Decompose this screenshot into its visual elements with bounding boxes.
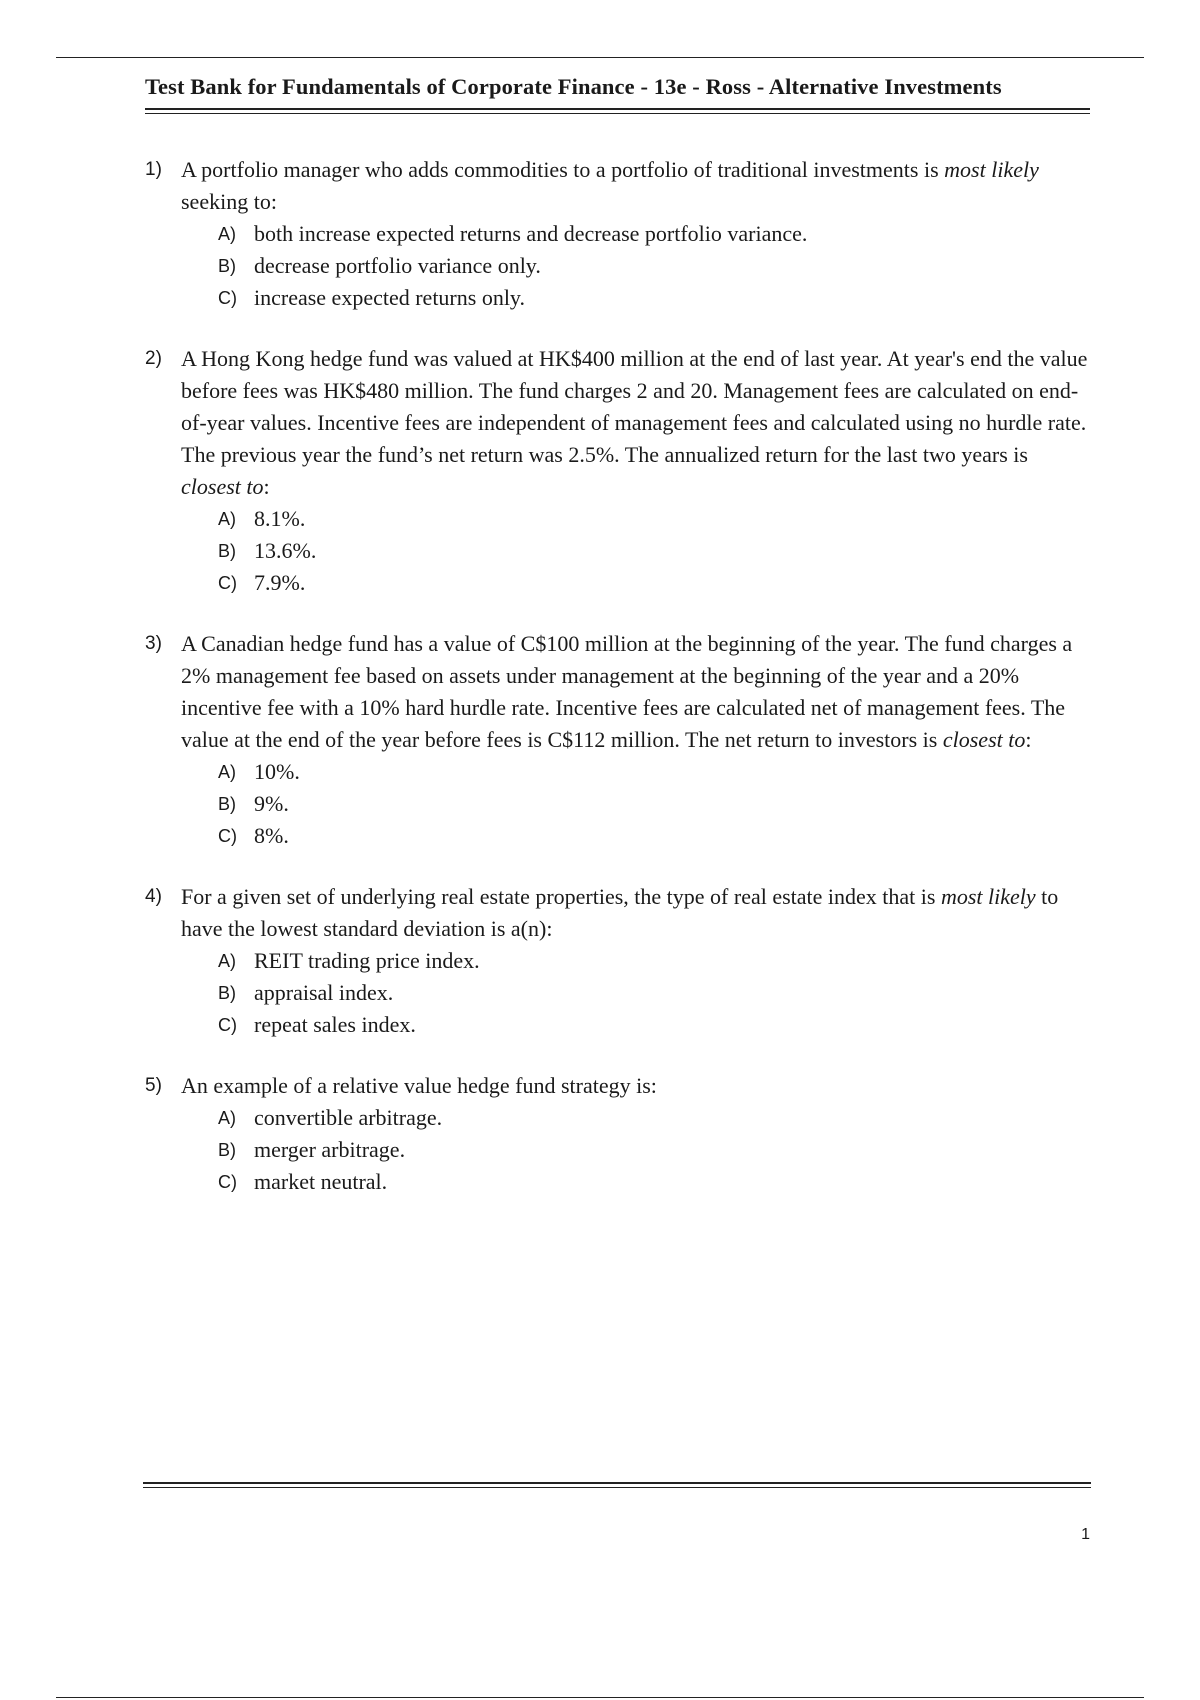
stem-text: A portfolio manager who adds commodities to a portfolio of traditional investments is — [181, 157, 945, 182]
stem-text: to have the lowest standard deviation is a(n): — [181, 884, 1059, 941]
option-text: convertible arbitrage. — [254, 1105, 443, 1130]
page-bottom-rule — [56, 1697, 1144, 1698]
option-text: 10%. — [254, 759, 300, 784]
page-top-rule — [56, 57, 1144, 58]
stem-text: : — [1025, 727, 1032, 752]
question-number: 5) — [145, 1075, 162, 1096]
question-list — [145, 154, 1090, 1227]
option-text: market neutral. — [254, 1169, 388, 1194]
option-letter: A) — [218, 224, 236, 244]
option-letter: B) — [218, 794, 236, 814]
question-2 — [145, 343, 1090, 599]
answer-option — [218, 250, 1090, 282]
option-text: REIT trading price index. — [254, 948, 480, 973]
option-text: 8%. — [254, 823, 289, 848]
question-stem — [181, 343, 1090, 503]
option-text: merger arbitrage. — [254, 1137, 406, 1162]
option-letter: B) — [218, 1140, 236, 1160]
stem-text: seeking to: — [181, 189, 277, 214]
answer-option — [218, 977, 1090, 1009]
question-stem-row — [145, 881, 1090, 945]
stem-emphasis: closest to — [181, 474, 264, 499]
stem-emphasis: most likely — [944, 157, 1039, 182]
option-letter: C) — [218, 826, 237, 846]
answer-option — [218, 820, 1090, 852]
answer-option — [218, 1134, 1090, 1166]
answer-options — [145, 503, 1090, 599]
stem-text: An example of a relative value hedge fund strategy is: — [181, 1073, 657, 1098]
answer-option — [218, 535, 1090, 567]
question-stem — [181, 1070, 1090, 1102]
answer-options — [145, 1102, 1090, 1198]
answer-option — [218, 1102, 1090, 1134]
option-text: 9%. — [254, 791, 289, 816]
answer-option — [218, 567, 1090, 599]
answer-option — [218, 945, 1090, 977]
answer-option — [218, 282, 1090, 314]
question-stem-row — [145, 343, 1090, 503]
option-letter: B) — [218, 983, 236, 1003]
option-letter: C) — [218, 573, 237, 593]
footer-double-rule — [143, 1482, 1091, 1488]
option-text: 13.6%. — [254, 538, 317, 563]
answer-option — [218, 788, 1090, 820]
question-number: 3) — [145, 633, 162, 654]
stem-emphasis: most likely — [940, 884, 1036, 909]
question-stem — [181, 154, 1090, 218]
question-stem — [181, 628, 1090, 756]
option-text: 8.1%. — [254, 506, 306, 531]
page-number: 1 — [1081, 1526, 1090, 1543]
header-double-rule — [145, 108, 1090, 114]
answer-option — [218, 503, 1090, 535]
question-number: 2) — [145, 348, 162, 369]
stem-text: : — [263, 474, 270, 499]
question-4 — [145, 881, 1090, 1041]
stem-text: For a given set of underlying real estate properties, the type of real estate index that is — [181, 884, 941, 909]
option-letter: C) — [218, 288, 237, 308]
question-stem-row — [145, 1070, 1090, 1102]
option-text: appraisal index. — [254, 980, 394, 1005]
answer-option — [218, 1166, 1090, 1198]
option-text: both increase expected returns and decrease portfolio variance. — [254, 221, 808, 246]
answer-options — [145, 218, 1090, 314]
stem-emphasis: closest to — [942, 727, 1026, 752]
answer-options — [145, 945, 1090, 1041]
question-3 — [145, 628, 1090, 852]
question-1 — [145, 154, 1090, 314]
option-letter: A) — [218, 509, 236, 529]
option-letter: C) — [218, 1015, 237, 1035]
option-letter: A) — [218, 1108, 236, 1128]
stem-text: A Canadian hedge fund has a value of C$100 million at the beginning of the year. The fund charges a 2% management fee based on assets under management at the beginning of the year and a 20% incentive fee with a 10% hard hurdle rate. Incentive fees are calculated net of management fees. The value at the end of the year before fees is C$112 million. The net return to investors is — [181, 631, 1073, 752]
option-letter: A) — [218, 951, 236, 971]
option-letter: B) — [218, 256, 236, 276]
answer-options — [145, 756, 1090, 852]
answer-option — [218, 218, 1090, 250]
option-text: decrease portfolio variance only. — [254, 253, 541, 278]
question-5 — [145, 1070, 1090, 1198]
option-text: increase expected returns only. — [254, 285, 526, 310]
answer-option — [218, 756, 1090, 788]
question-number: 4) — [145, 886, 162, 907]
document-title: Test Bank for Fundamentals of Corporate Finance - 13e - Ross - Alternative Investments — [145, 74, 1002, 99]
question-stem-row — [145, 628, 1090, 756]
answer-option — [218, 1009, 1090, 1041]
option-letter: A) — [218, 762, 236, 782]
question-stem-row — [145, 154, 1090, 218]
option-letter: B) — [218, 541, 236, 561]
option-text: repeat sales index. — [254, 1012, 416, 1037]
question-number: 1) — [145, 159, 162, 180]
option-text: 7.9%. — [254, 570, 306, 595]
question-stem — [181, 881, 1090, 945]
stem-text: A Hong Kong hedge fund was valued at HK$400 million at the end of last year. At year's end the value before fees was HK$480 million. The fund charges 2 and 20. Management fees are calculated on end- of-year values. Incentive fees are independent of management fees and calculated using no hurdle rate. The previous year the fund’s net return was 2.5%. The annualized return for the last two years is — [181, 346, 1088, 467]
document-header — [145, 72, 1090, 114]
option-letter: C) — [218, 1172, 237, 1192]
